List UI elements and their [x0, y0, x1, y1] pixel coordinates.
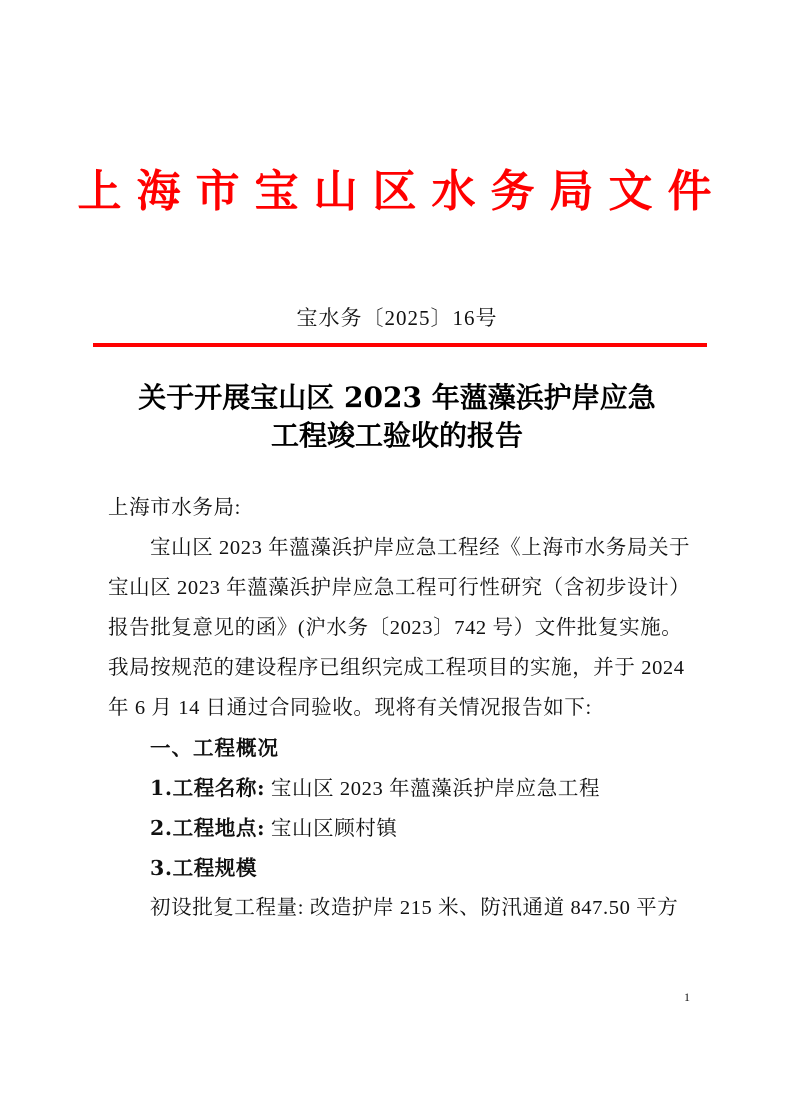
item-project-name: [108, 768, 696, 808]
document-number: 宝水务〔2025〕16号: [296, 306, 498, 330]
salutation: 上海市水务局:: [108, 497, 241, 519]
document-title-line-2: 工程竣工验收的报告: [270, 419, 523, 452]
document-body: [108, 488, 696, 928]
red-divider-line: [93, 343, 707, 347]
paragraph-line: 年 6 月 14 日通过合同验收。现将有关情况报告如下:: [108, 697, 592, 719]
page-number: 1: [684, 990, 690, 1004]
document-title-line-1: 关于开展宝山区 2023 年薀藻浜护岸应急: [138, 381, 656, 414]
paragraph-line: 宝山区 2023 年薀藻浜护岸应急工程经《上海市水务局关于: [150, 537, 691, 559]
item-project-scale: [108, 848, 696, 888]
section-heading: 一、工程概况: [150, 736, 279, 760]
item-label: 1.工程名称:: [150, 776, 266, 800]
paragraph-line: 我局按规范的建设程序已组织完成工程项目的实施，并于 2024: [108, 657, 685, 679]
document-title: [0, 379, 794, 455]
item-value: 宝山区顾村镇: [265, 818, 398, 840]
paragraph-line: 宝山区 2023 年薀藻浜护岸应急工程可行性研究（含初步设计）: [108, 577, 691, 599]
scale-text: 初设批复工程量: 改造护岸 215 米、防汛通道 847.50 平方: [150, 897, 679, 919]
item-project-location: [108, 808, 696, 848]
item-label: 3.工程规模: [150, 856, 258, 880]
item-label: 2.工程地点:: [150, 816, 266, 840]
paragraph-line: 报告批复意见的函》(沪水务〔2023〕742 号）文件批复实施。: [108, 617, 683, 639]
item-value: 宝山区 2023 年薀藻浜护岸应急工程: [265, 778, 601, 800]
issuer-header-title: 上海市宝山区水务局文件: [77, 166, 727, 217]
